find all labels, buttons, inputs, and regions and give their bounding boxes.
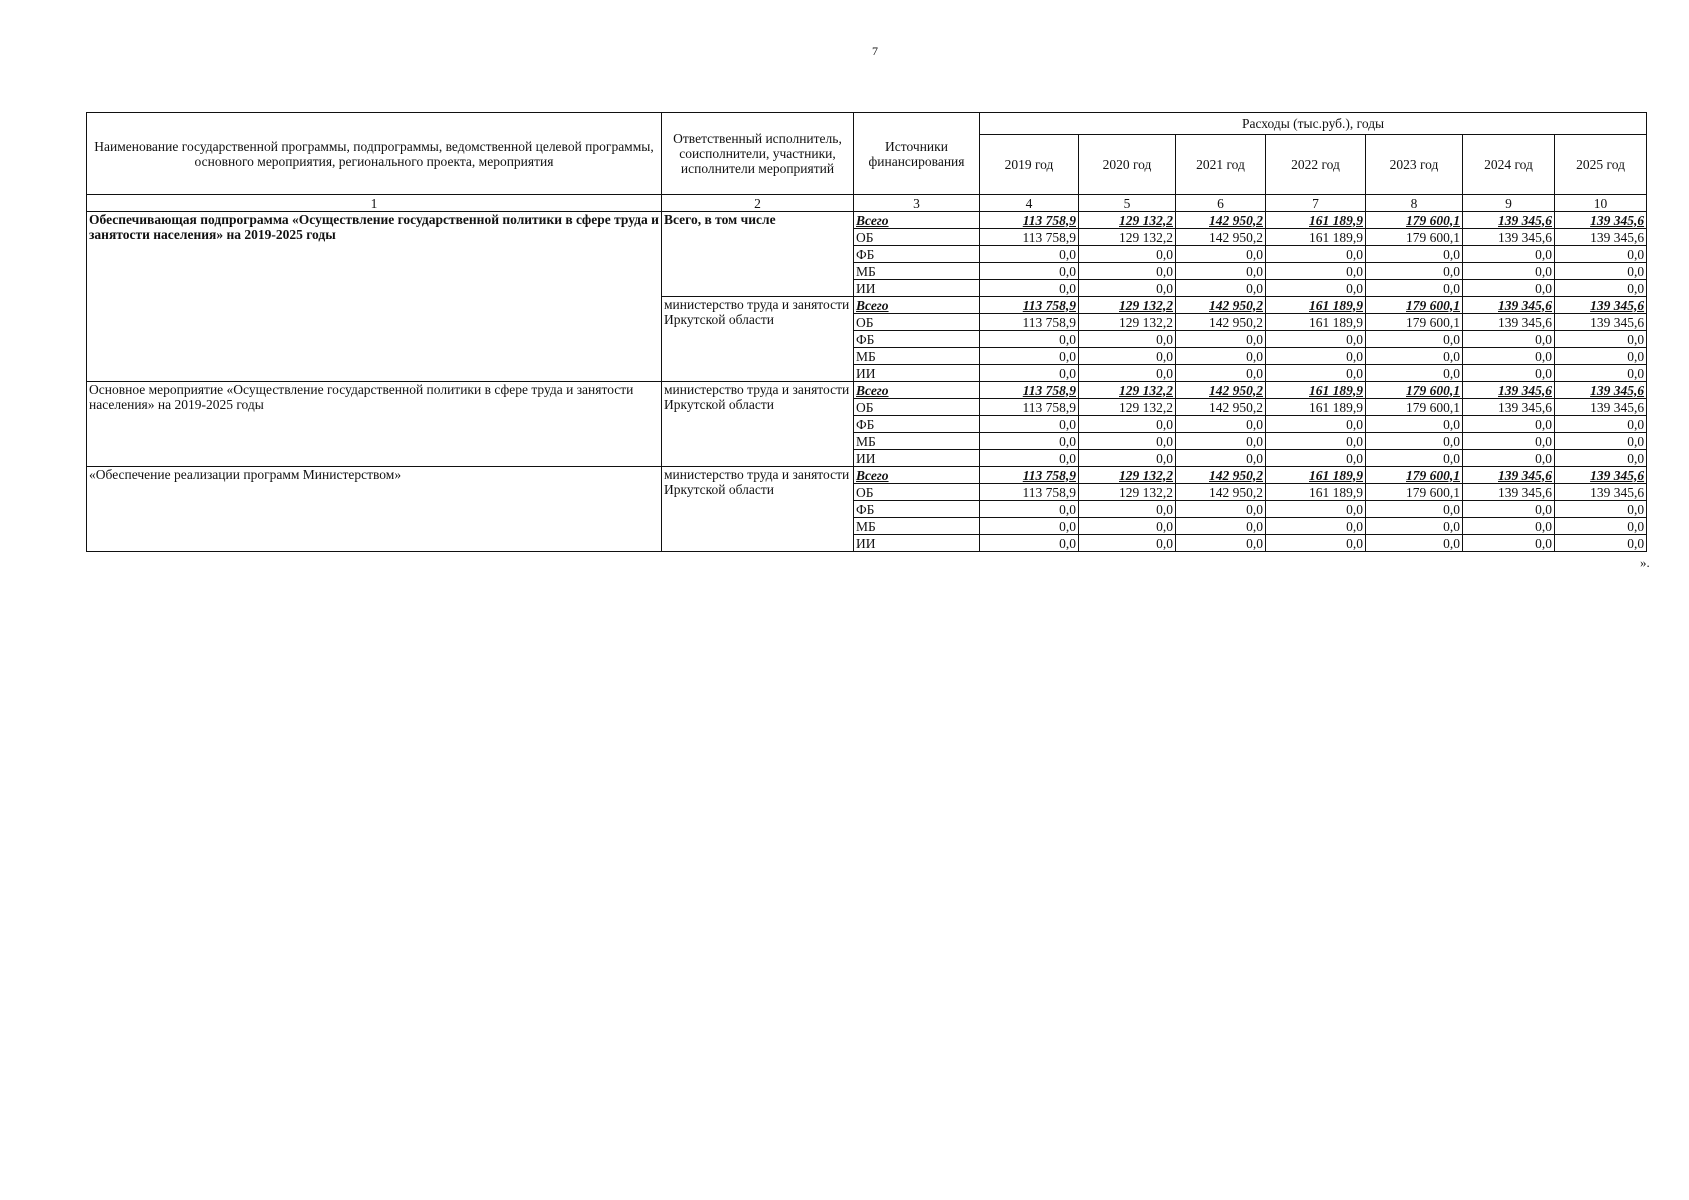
- column-number: 4: [980, 195, 1079, 212]
- funding-source: МБ: [854, 348, 980, 365]
- header-responsible: Ответственный исполнитель, соисполнители, участники, исполнители мероприятий: [662, 113, 854, 195]
- expense-value: 0,0: [1266, 501, 1366, 518]
- header-year: 2024 год: [1463, 135, 1555, 195]
- expense-value: 0,0: [1366, 246, 1463, 263]
- expense-value: 113 758,9: [980, 399, 1079, 416]
- expense-value: 129 132,2: [1079, 484, 1176, 501]
- funding-source: ОБ: [854, 399, 980, 416]
- expense-value: 0,0: [1555, 280, 1647, 297]
- expense-value: 0,0: [1555, 348, 1647, 365]
- expense-value: 139 345,6: [1555, 314, 1647, 331]
- funding-source: ФБ: [854, 416, 980, 433]
- expense-value: 0,0: [1176, 331, 1266, 348]
- expense-value: 0,0: [980, 348, 1079, 365]
- expense-value: 0,0: [1079, 348, 1176, 365]
- expense-value: 0,0: [980, 365, 1079, 382]
- expense-value: 0,0: [1176, 518, 1266, 535]
- expense-value: 0,0: [980, 433, 1079, 450]
- expense-value: 139 345,6: [1463, 382, 1555, 399]
- table-row: [87, 212, 1647, 229]
- column-number: 6: [1176, 195, 1266, 212]
- column-number: 8: [1366, 195, 1463, 212]
- expense-value: 0,0: [1176, 450, 1266, 467]
- column-number: 7: [1266, 195, 1366, 212]
- expense-value: 113 758,9: [980, 314, 1079, 331]
- expense-value: 0,0: [980, 280, 1079, 297]
- expense-value: 113 758,9: [980, 467, 1079, 484]
- closing-quote: ».: [1640, 555, 1650, 570]
- expense-value: 0,0: [980, 518, 1079, 535]
- funding-source: МБ: [854, 518, 980, 535]
- expense-value: 0,0: [1366, 535, 1463, 552]
- header-sources: Источники финансирования: [854, 113, 980, 195]
- expense-value: 142 950,2: [1176, 399, 1266, 416]
- expense-value: 0,0: [1366, 331, 1463, 348]
- expense-value: 0,0: [1555, 365, 1647, 382]
- expense-value: 0,0: [1266, 365, 1366, 382]
- expense-value: 0,0: [1463, 348, 1555, 365]
- expense-value: 113 758,9: [980, 382, 1079, 399]
- expense-value: 142 950,2: [1176, 229, 1266, 246]
- expense-value: 179 600,1: [1366, 229, 1463, 246]
- expense-value: 0,0: [1266, 433, 1366, 450]
- expense-value: 142 950,2: [1176, 467, 1266, 484]
- expense-value: 0,0: [1463, 331, 1555, 348]
- expense-value: 0,0: [1079, 535, 1176, 552]
- expense-value: 0,0: [1366, 280, 1463, 297]
- column-number: 2: [662, 195, 854, 212]
- expense-value: 0,0: [1463, 450, 1555, 467]
- expense-value: 142 950,2: [1176, 297, 1266, 314]
- funding-source: Всего: [854, 382, 980, 399]
- expense-value: 129 132,2: [1079, 467, 1176, 484]
- table-row: [87, 382, 1647, 399]
- expense-value: 0,0: [1079, 501, 1176, 518]
- expense-value: 142 950,2: [1176, 314, 1266, 331]
- funding-source: ОБ: [854, 484, 980, 501]
- expense-value: 142 950,2: [1176, 382, 1266, 399]
- expense-value: 161 189,9: [1266, 229, 1366, 246]
- expense-value: 139 345,6: [1555, 399, 1647, 416]
- funding-source: ИИ: [854, 280, 980, 297]
- expense-value: 0,0: [1463, 365, 1555, 382]
- expense-value: 0,0: [1366, 365, 1463, 382]
- expense-value: 0,0: [1463, 280, 1555, 297]
- expense-value: 139 345,6: [1555, 484, 1647, 501]
- program-name: Обеспечивающая подпрограмма «Осуществление государственной политики в сфере труда и занятости населения» на 2019-2025 годы: [87, 212, 662, 382]
- expense-value: 161 189,9: [1266, 399, 1366, 416]
- expense-value: 0,0: [1366, 348, 1463, 365]
- page-number: 7: [872, 44, 878, 58]
- funding-source: МБ: [854, 433, 980, 450]
- funding-source: ОБ: [854, 229, 980, 246]
- expense-value: 139 345,6: [1463, 399, 1555, 416]
- expense-value: 129 132,2: [1079, 399, 1176, 416]
- responsible-executor: Всего, в том числе: [662, 212, 854, 297]
- expense-value: 0,0: [1366, 501, 1463, 518]
- expense-value: 0,0: [1555, 450, 1647, 467]
- expense-value: 0,0: [1079, 450, 1176, 467]
- expense-value: 129 132,2: [1079, 382, 1176, 399]
- expense-value: 0,0: [1079, 433, 1176, 450]
- expense-value: 0,0: [1463, 263, 1555, 280]
- expense-value: 179 600,1: [1366, 314, 1463, 331]
- expense-value: 0,0: [1555, 416, 1647, 433]
- expense-value: 0,0: [1366, 416, 1463, 433]
- expense-value: 139 345,6: [1463, 297, 1555, 314]
- expense-value: 139 345,6: [1463, 467, 1555, 484]
- expense-value: 0,0: [1266, 416, 1366, 433]
- expense-value: 161 189,9: [1266, 212, 1366, 229]
- program-name: «Обеспечение реализации программ Министерством»: [87, 467, 662, 552]
- expense-value: 0,0: [1366, 433, 1463, 450]
- expense-value: 179 600,1: [1366, 297, 1463, 314]
- header-name: Наименование государственной программы, подпрограммы, ведомственной целевой программы, основного мероприятия, регионального проекта, мероприятия: [87, 113, 662, 195]
- expense-value: 0,0: [1176, 433, 1266, 450]
- expense-value: 0,0: [1176, 246, 1266, 263]
- expense-value: 113 758,9: [980, 297, 1079, 314]
- expense-value: 0,0: [1266, 450, 1366, 467]
- header-year: 2023 год: [1366, 135, 1463, 195]
- expense-value: 139 345,6: [1555, 212, 1647, 229]
- expense-value: 0,0: [1266, 246, 1366, 263]
- expense-value: 0,0: [1463, 518, 1555, 535]
- responsible-executor: министерство труда и занятости Иркутской области: [662, 382, 854, 467]
- expense-value: 161 189,9: [1266, 484, 1366, 501]
- expense-value: 113 758,9: [980, 212, 1079, 229]
- expense-value: 113 758,9: [980, 484, 1079, 501]
- expense-value: 0,0: [1555, 535, 1647, 552]
- expense-value: 139 345,6: [1555, 229, 1647, 246]
- expense-value: 0,0: [1555, 433, 1647, 450]
- expense-value: 0,0: [980, 263, 1079, 280]
- expense-value: 139 345,6: [1463, 229, 1555, 246]
- column-number: 9: [1463, 195, 1555, 212]
- header-year: 2021 год: [1176, 135, 1266, 195]
- expense-value: 0,0: [1176, 263, 1266, 280]
- expense-value: 139 345,6: [1555, 382, 1647, 399]
- funding-source: ФБ: [854, 246, 980, 263]
- expense-value: 0,0: [1555, 263, 1647, 280]
- expense-value: 0,0: [1266, 331, 1366, 348]
- expense-value: 0,0: [1079, 331, 1176, 348]
- funding-source: МБ: [854, 263, 980, 280]
- funding-source: Всего: [854, 212, 980, 229]
- expense-value: 129 132,2: [1079, 229, 1176, 246]
- expense-value: 0,0: [1266, 535, 1366, 552]
- expense-value: 0,0: [980, 331, 1079, 348]
- expense-value: 129 132,2: [1079, 297, 1176, 314]
- header-year: 2025 год: [1555, 135, 1647, 195]
- expense-value: 0,0: [1463, 416, 1555, 433]
- expense-value: 0,0: [980, 246, 1079, 263]
- expense-value: 139 345,6: [1463, 484, 1555, 501]
- expense-value: 179 600,1: [1366, 484, 1463, 501]
- header-year: 2020 год: [1079, 135, 1176, 195]
- funding-source: ФБ: [854, 331, 980, 348]
- expense-value: 139 345,6: [1463, 314, 1555, 331]
- funding-source: ИИ: [854, 450, 980, 467]
- header-expenses: Расходы (тыс.руб.), годы: [980, 113, 1647, 135]
- expense-value: 0,0: [980, 535, 1079, 552]
- expense-value: 0,0: [1176, 280, 1266, 297]
- expense-value: 139 345,6: [1463, 212, 1555, 229]
- expense-value: 0,0: [1463, 433, 1555, 450]
- expense-value: 0,0: [1176, 348, 1266, 365]
- column-number: 10: [1555, 195, 1647, 212]
- table-row: [87, 467, 1647, 484]
- expense-value: 0,0: [1079, 365, 1176, 382]
- expense-value: 139 345,6: [1555, 467, 1647, 484]
- column-number: 5: [1079, 195, 1176, 212]
- expense-value: 0,0: [1463, 501, 1555, 518]
- expense-value: 0,0: [1079, 263, 1176, 280]
- expense-value: 0,0: [980, 450, 1079, 467]
- expense-value: 161 189,9: [1266, 314, 1366, 331]
- expense-value: 113 758,9: [980, 229, 1079, 246]
- expense-value: 0,0: [1366, 450, 1463, 467]
- funding-source: ИИ: [854, 535, 980, 552]
- expense-value: 0,0: [1079, 416, 1176, 433]
- responsible-executor: министерство труда и занятости Иркутской области: [662, 297, 854, 382]
- funding-source: ОБ: [854, 314, 980, 331]
- header-year: 2022 год: [1266, 135, 1366, 195]
- expense-value: 142 950,2: [1176, 212, 1266, 229]
- expense-value: 0,0: [980, 501, 1079, 518]
- expense-value: 0,0: [1555, 331, 1647, 348]
- expense-value: 179 600,1: [1366, 212, 1463, 229]
- expense-value: 0,0: [1555, 246, 1647, 263]
- program-name: Основное мероприятие «Осуществление государственной политики в сфере труда и занятости населения» на 2019-2025 годы: [87, 382, 662, 467]
- expense-value: 0,0: [1079, 518, 1176, 535]
- expense-value: 129 132,2: [1079, 314, 1176, 331]
- financing-table: [86, 112, 1647, 552]
- funding-source: Всего: [854, 467, 980, 484]
- expense-value: 139 345,6: [1555, 297, 1647, 314]
- expense-value: 0,0: [1555, 501, 1647, 518]
- expense-value: 0,0: [1463, 246, 1555, 263]
- expense-value: 0,0: [1176, 535, 1266, 552]
- expense-value: 161 189,9: [1266, 467, 1366, 484]
- expense-value: 0,0: [1079, 246, 1176, 263]
- header-year: 2019 год: [980, 135, 1079, 195]
- expense-value: 179 600,1: [1366, 399, 1463, 416]
- funding-source: ФБ: [854, 501, 980, 518]
- column-number: 1: [87, 195, 662, 212]
- expense-value: 0,0: [1176, 501, 1266, 518]
- funding-source: ИИ: [854, 365, 980, 382]
- expense-value: 0,0: [1176, 416, 1266, 433]
- expense-value: 142 950,2: [1176, 484, 1266, 501]
- expense-value: 179 600,1: [1366, 382, 1463, 399]
- expense-value: 0,0: [1463, 535, 1555, 552]
- expense-value: 161 189,9: [1266, 382, 1366, 399]
- expense-value: 0,0: [1266, 348, 1366, 365]
- expense-value: 0,0: [1266, 280, 1366, 297]
- expense-value: 179 600,1: [1366, 467, 1463, 484]
- expense-value: 0,0: [1079, 280, 1176, 297]
- expense-value: 0,0: [1555, 518, 1647, 535]
- expense-value: 0,0: [1266, 263, 1366, 280]
- funding-source: Всего: [854, 297, 980, 314]
- column-number: 3: [854, 195, 980, 212]
- expense-value: 0,0: [1366, 263, 1463, 280]
- expense-value: 0,0: [1176, 365, 1266, 382]
- expense-value: 0,0: [980, 416, 1079, 433]
- expense-value: 0,0: [1366, 518, 1463, 535]
- expense-value: 0,0: [1266, 518, 1366, 535]
- expense-value: 129 132,2: [1079, 212, 1176, 229]
- expense-value: 161 189,9: [1266, 297, 1366, 314]
- responsible-executor: министерство труда и занятости Иркутской области: [662, 467, 854, 552]
